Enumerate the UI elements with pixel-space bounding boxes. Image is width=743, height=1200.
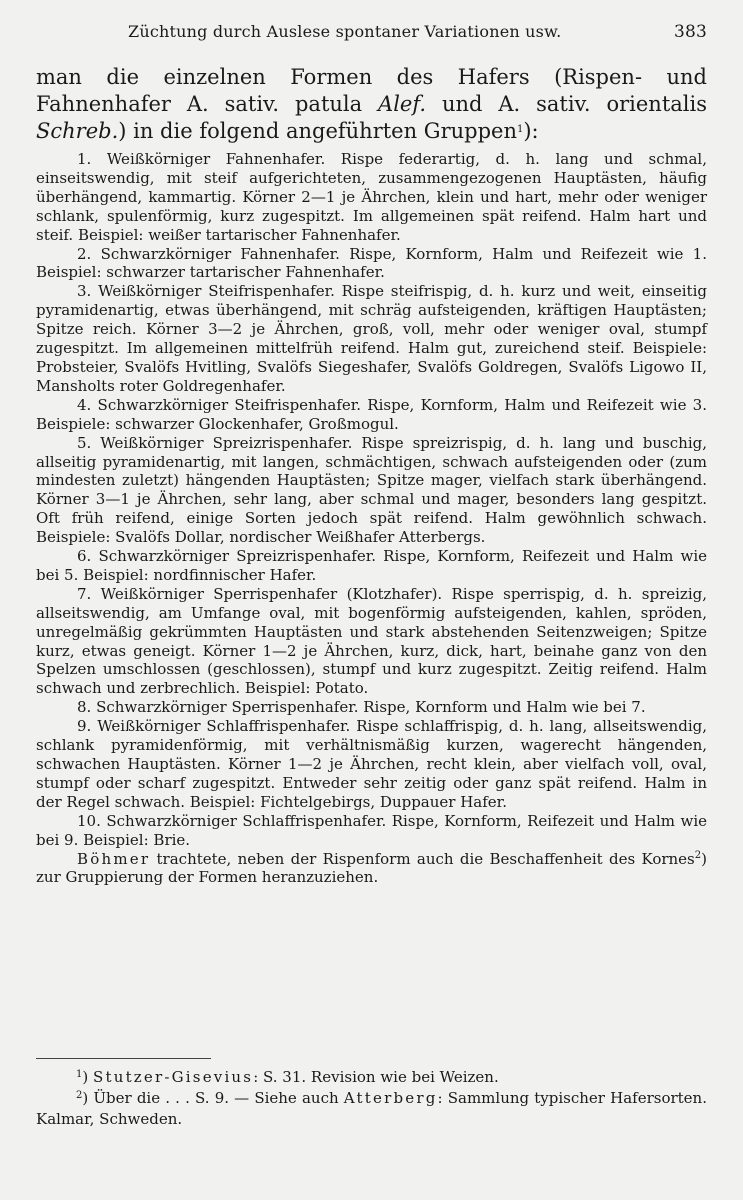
footnote-1 (36, 1067, 707, 1088)
intro-text-4: ): (523, 119, 539, 143)
author-abbrev-schreb: Schreb. (36, 119, 119, 143)
footnote-1-paren: ) (82, 1068, 93, 1086)
footnote-2-author: Atterberg (343, 1089, 438, 1107)
group-entry-7: 7. Weißkörniger Sperrispenhafer (Klotzhafer). Rispe sperrispig, d. h. spreizig, allseitswendig, am Umfange oval, mit bogenförmig aufsteigenden, kahlen, spröden, unregelmäßig gekrümmten Hauptästen und stark abstehenden Seitenzweigen; Spitze kurz, etwas geneigt. Körner 1—2 je Ährchen, kurz, dick, hart, beinahe ganz von den Spelzen umschlossen (geschlossen), stumpf und kurz zugespitzt. Zeitig reifend. Halm schwach und zerbrechlich. Beispiel: Potato. (36, 584, 707, 698)
running-head-title: Züchtung durch Auslese spontaner Variationen usw. (128, 22, 562, 41)
footnote-ref-1: 1 (516, 124, 524, 135)
intro-text-1: man die einzelnen Formen des Hafers (Rispen- und Fahnenhafer A. sativ. patula (36, 65, 707, 116)
group-entry-8: 8. Schwarzkörniger Sperrispenhafer. Rispe, Kornform und Halm wie bei 7. (77, 698, 646, 717)
footnote-2-mark: 2 (76, 1090, 83, 1101)
author-boehmer: Böhmer (77, 849, 151, 868)
footnote-rule (36, 1058, 211, 1059)
intro-paragraph (36, 64, 707, 145)
group-entry-3: 3. Weißkörniger Steifrispenhafer. Rispe steifrispig, d. h. kurz und weit, einseitig pyramidenartig, etwas überhängend, mit schräg aufsteigenden, kräftigen Hauptästen; Spitze reich. Körner 3—2 je Ährchen, groß, voll, mehr oder weniger oval, stumpf zugespitzt. Im allgemeinen mittelfrüh reifend. Halm gut, zureichend steif. Beispiele: Probsteier, Svalöfs Hvitling, Svalöfs Siegeshafer, Svalöfs Goldregen, Svalöfs Ligowo II, Mansholts roter Goldregenhafer. (36, 282, 707, 395)
group-list (36, 150, 707, 887)
page-number: 383 (673, 22, 707, 42)
footnote-2 (36, 1088, 707, 1130)
group-entry-10: 10. Schwarzkörniger Schlaffrispenhafer. Rispe, Kornform, Reifezeit und Halm wie bei 9. Beispiel: Brie. (36, 811, 707, 849)
group-entry-9: 9. Weißkörniger Schlaffrispenhafer. Rispe schlaffrispig, d. h. lang, allseitswendig, schlank pyramidenförmig, mit verhältnismäßig kurzen, wagerecht hängenden, schwachen Hauptästen. Körner 1—2 je Ährchen, recht klein, aber vielfach voll, oval, stumpf oder scharf zugespitzt. Entweder sehr zeitig oder ganz spät reifend. Halm in der Regel schwach. Beispiel: Fichtelgebirgs, Duppauer Hafer. (36, 717, 707, 811)
intro-text-3: ) in die folgend angeführten Gruppen (118, 119, 517, 143)
group-entry-1: 1. Weißkörniger Fahnenhafer. Rispe federartig, d. h. lang und schmal, einseitswendig, mit steif aufgerichteten, zusammengezogenen Hauptästen, häufig überhängend, kammartig. Körner 2—1 je Ährchen, klein und hart, mehr oder weniger schlank, spulenförmig, kurz zugespitzt. Im allgemeinen spät reifend. Halm hart und steif. Beispiel: weißer tartarischer Fahnenhafer. (36, 150, 707, 244)
footnote-2-pre: ) Über die . . . S. 9. — Siehe auch (82, 1089, 344, 1107)
closing-text-1: trachtete, neben der Rispenform auch die Beschaffenheit des Kornes (150, 849, 695, 868)
footnote-1-author: Stutzer-Gisevius (93, 1068, 254, 1086)
group-entry-6: 6. Schwarzkörniger Spreizrispenhafer. Rispe, Kornform, Reifezeit und Halm wie bei 5. Beispiel: nordfinnischer Hafer. (36, 547, 707, 584)
intro-text-2: und A. sativ. orientalis (426, 92, 707, 116)
group-entry-4: 4. Schwarzkörniger Steifrispenhafer. Rispe, Kornform, Halm und Reifezeit wie 3. Beispiele: schwarzer Glockenhafer, Großmogul. (36, 395, 707, 433)
group-entry-2: 2. Schwarzkörniger Fahnenhafer. Rispe, Kornform, Halm und Reifezeit wie 1. Beispiel: schwarzer tartarischer Fahnenhafer. (36, 244, 707, 282)
footnote-2-text: : Sammlung typischer Hafersorten. Kalmar, Schweden. (36, 1089, 707, 1128)
closing-paragraph (36, 850, 707, 888)
running-head (36, 22, 707, 48)
footnote-1-text: : S. 31. Revision wie bei Weizen. (253, 1068, 499, 1086)
footnote-ref-2: 2 (694, 849, 702, 861)
footnotes (36, 1058, 707, 1130)
footnote-1-mark: 1 (76, 1069, 83, 1080)
closing-text-2: ) zur Gruppierung der Formen heranzuziehen. (36, 849, 707, 887)
group-entry-5: 5. Weißkörniger Spreizrispenhafer. Rispe spreizrispig, d. h. lang und buschig, allseitig pyramidenartig, mit langen, schmächtigen, schwach aufsteigenden oder (zum mindesten zuletzt) hängenden Hauptästen; Spitze mager, vielfach stark überhängend. Körner 3—1 je Ährchen, sehr lang, aber schmal und mager, besonders lang gespitzt. Oft früh reifend, einige Sorten jedoch spät reifend. Halm gewöhnlich schwach. Beispiele: Svalöfs Dollar, nordischer Weißhafer Atterbergs. (36, 433, 707, 547)
author-abbrev-alef: Alef. (378, 92, 427, 116)
